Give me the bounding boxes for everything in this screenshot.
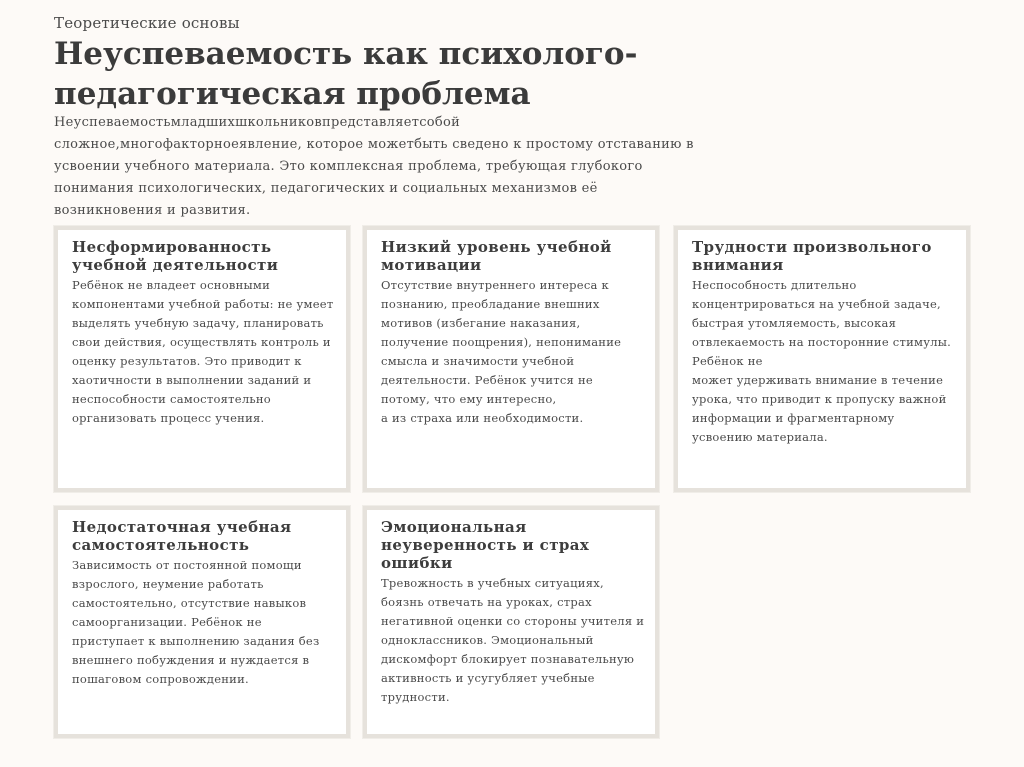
- card-insufficient-independence: [54, 506, 350, 738]
- card-emotional-insecurity: [363, 506, 659, 738]
- card-attention-difficulties: [674, 226, 970, 492]
- card-body: Тревожность в учебных ситуациях, боязнь отвечать на уроках, страх негативной оценки со стороны учителя и одноклассников. Эмоциональный дискомфорт блокирует познавательную активность и усугубляет учебные трудности.: [381, 576, 645, 704]
- card-body: Неспособность длительно концентрироваться на учебной задаче, быстрая утомляемость, высокая отвлекаемость на посторонние стимулы. Ребёнок не может удерживать внимание в течение урока, что приводит к пропуску важной информации и фрагментарному усвоению материала.: [692, 278, 952, 444]
- card-body: Ребёнок не владеет основными компонентами учебной работы: не умеет выделять учебную задачу, планировать свои действия, осуществлять контроль и оценку результатов. Это приводит к хаотичности в выполнении заданий и неспособности самостоятельно организовать процесс учения.: [72, 278, 334, 425]
- intro-paragraph: Неуспеваемостьмладшихшкольниковпредставляетсобой сложное,многофакторноеявление, которое можетбыть сведено к простому отставанию в усвоении учебного материала. Это комплексная проблема, требующая глубокого понимания психологических, педагогических и социальных механизмов её возникновения и развития.: [54, 115, 694, 218]
- card-title: Трудности произвольного внимания: [692, 238, 932, 274]
- card-title: Эмоциональная неуверенность и страх ошибки: [381, 518, 590, 572]
- card-low-motivation: [363, 226, 659, 492]
- card-body: Зависимость от постоянной помощи взрослого, неумение работать самостоятельно, отсутствие навыков самоорганизации. Ребёнок не приступает к выполнению задания без внешнего побуждения и нуждается в пошаговом сопровождении.: [72, 558, 320, 686]
- card-title: Низкий уровень учебной мотивации: [381, 238, 612, 274]
- card-unformed-learning-activity: [54, 226, 350, 492]
- card-title: Несформированность учебной деятельности: [72, 238, 279, 274]
- card-title: Недостаточная учебная самостоятельность: [72, 518, 292, 554]
- page-title: Неуспеваемость как психолого-педагогическая проблема: [54, 36, 638, 112]
- section-subtitle: Теоретические основы: [54, 14, 240, 32]
- card-body: Отсутствие внутреннего интереса к познанию, преобладание внешних мотивов (избегание наказания, получение поощрения), непонимание смысла и значимости учебной деятельности. Ребёнок учится не потому, что ему интересно, а из страха или необходимости.: [381, 278, 622, 425]
